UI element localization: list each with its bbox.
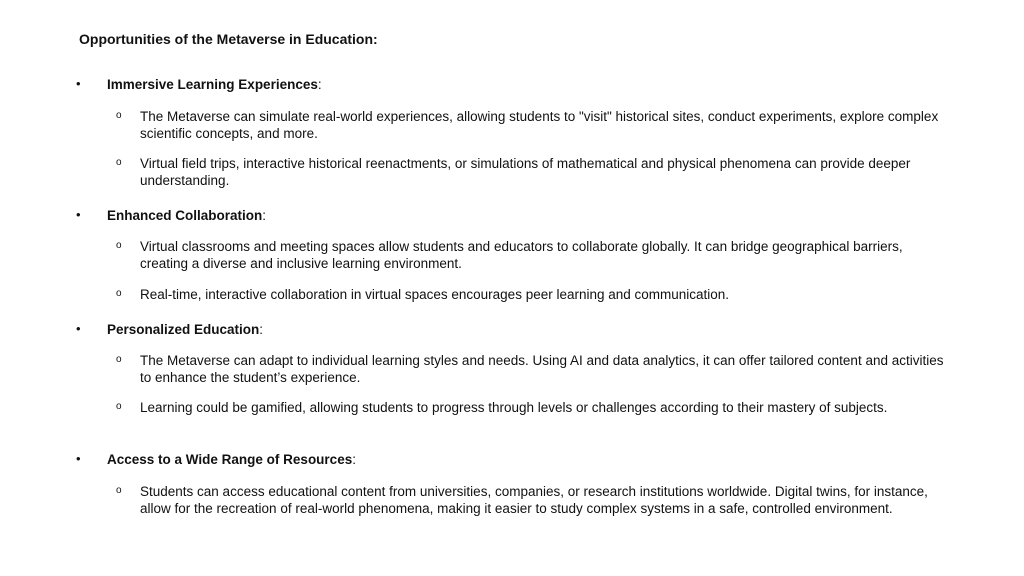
section-heading: Personalized Education: — [107, 322, 264, 337]
list-item-text: The Metaverse can simulate real-world experiences, allowing students to "visit" historical sites, conduct experiments, explore complex scientific concepts, and more. — [140, 109, 939, 141]
section-heading-row — [0, 322, 1024, 340]
sub-bullet-icon: o — [116, 240, 122, 251]
list-item-text: The Metaverse can adapt to individual learning styles and needs. Using AI and data analytics, it can offer tailored content and activities to enhance the student’s experience. — [140, 353, 944, 385]
bullet-icon: • — [76, 76, 81, 91]
section-enhanced-collaboration — [0, 208, 1024, 226]
list-item-text: Learning could be gamified, allowing students to progress through levels or challenges according to their mastery of subjects. — [140, 400, 888, 415]
section-access-to-resources — [0, 452, 1024, 470]
bullet-icon: • — [76, 207, 81, 222]
list-item-text: Virtual field trips, interactive historical reenactments, or simulations of mathematical and physical phenomena can provide deeper understanding. — [140, 156, 911, 188]
sub-bullet-icon: o — [116, 110, 122, 121]
list-item-text: Real-time, interactive collaboration in virtual spaces encourages peer learning and communication. — [140, 287, 730, 302]
section-heading-row — [0, 77, 1024, 95]
sub-bullet-icon: o — [116, 485, 122, 496]
section-heading: Immersive Learning Experiences: — [107, 77, 322, 92]
page-title: Opportunities of the Metaverse in Education: — [79, 31, 378, 47]
section-heading-row — [0, 452, 1024, 470]
bullet-icon: • — [76, 321, 81, 336]
sub-bullet-icon: o — [116, 157, 122, 168]
section-immersive-learning — [0, 77, 1024, 95]
section-personalized-education — [0, 322, 1024, 340]
section-heading-row — [0, 208, 1024, 226]
section-heading: Access to a Wide Range of Resources: — [107, 452, 356, 467]
section-heading: Enhanced Collaboration: — [107, 208, 267, 223]
list-item-text: Students can access educational content from universities, companies, or research institutions worldwide. Digital twins, for instance, allow for the recreation of real-world phenomena, making it easier to study complex systems in a safe, controlled environment. — [140, 484, 928, 516]
bullet-icon: • — [76, 451, 81, 466]
sub-bullet-icon: o — [116, 288, 122, 299]
sub-bullet-icon: o — [116, 401, 122, 412]
sub-bullet-icon: o — [116, 354, 122, 365]
list-item-text: Virtual classrooms and meeting spaces allow students and educators to collaborate globally. It can bridge geographical barriers, creating a diverse and inclusive learning environment. — [140, 239, 903, 271]
